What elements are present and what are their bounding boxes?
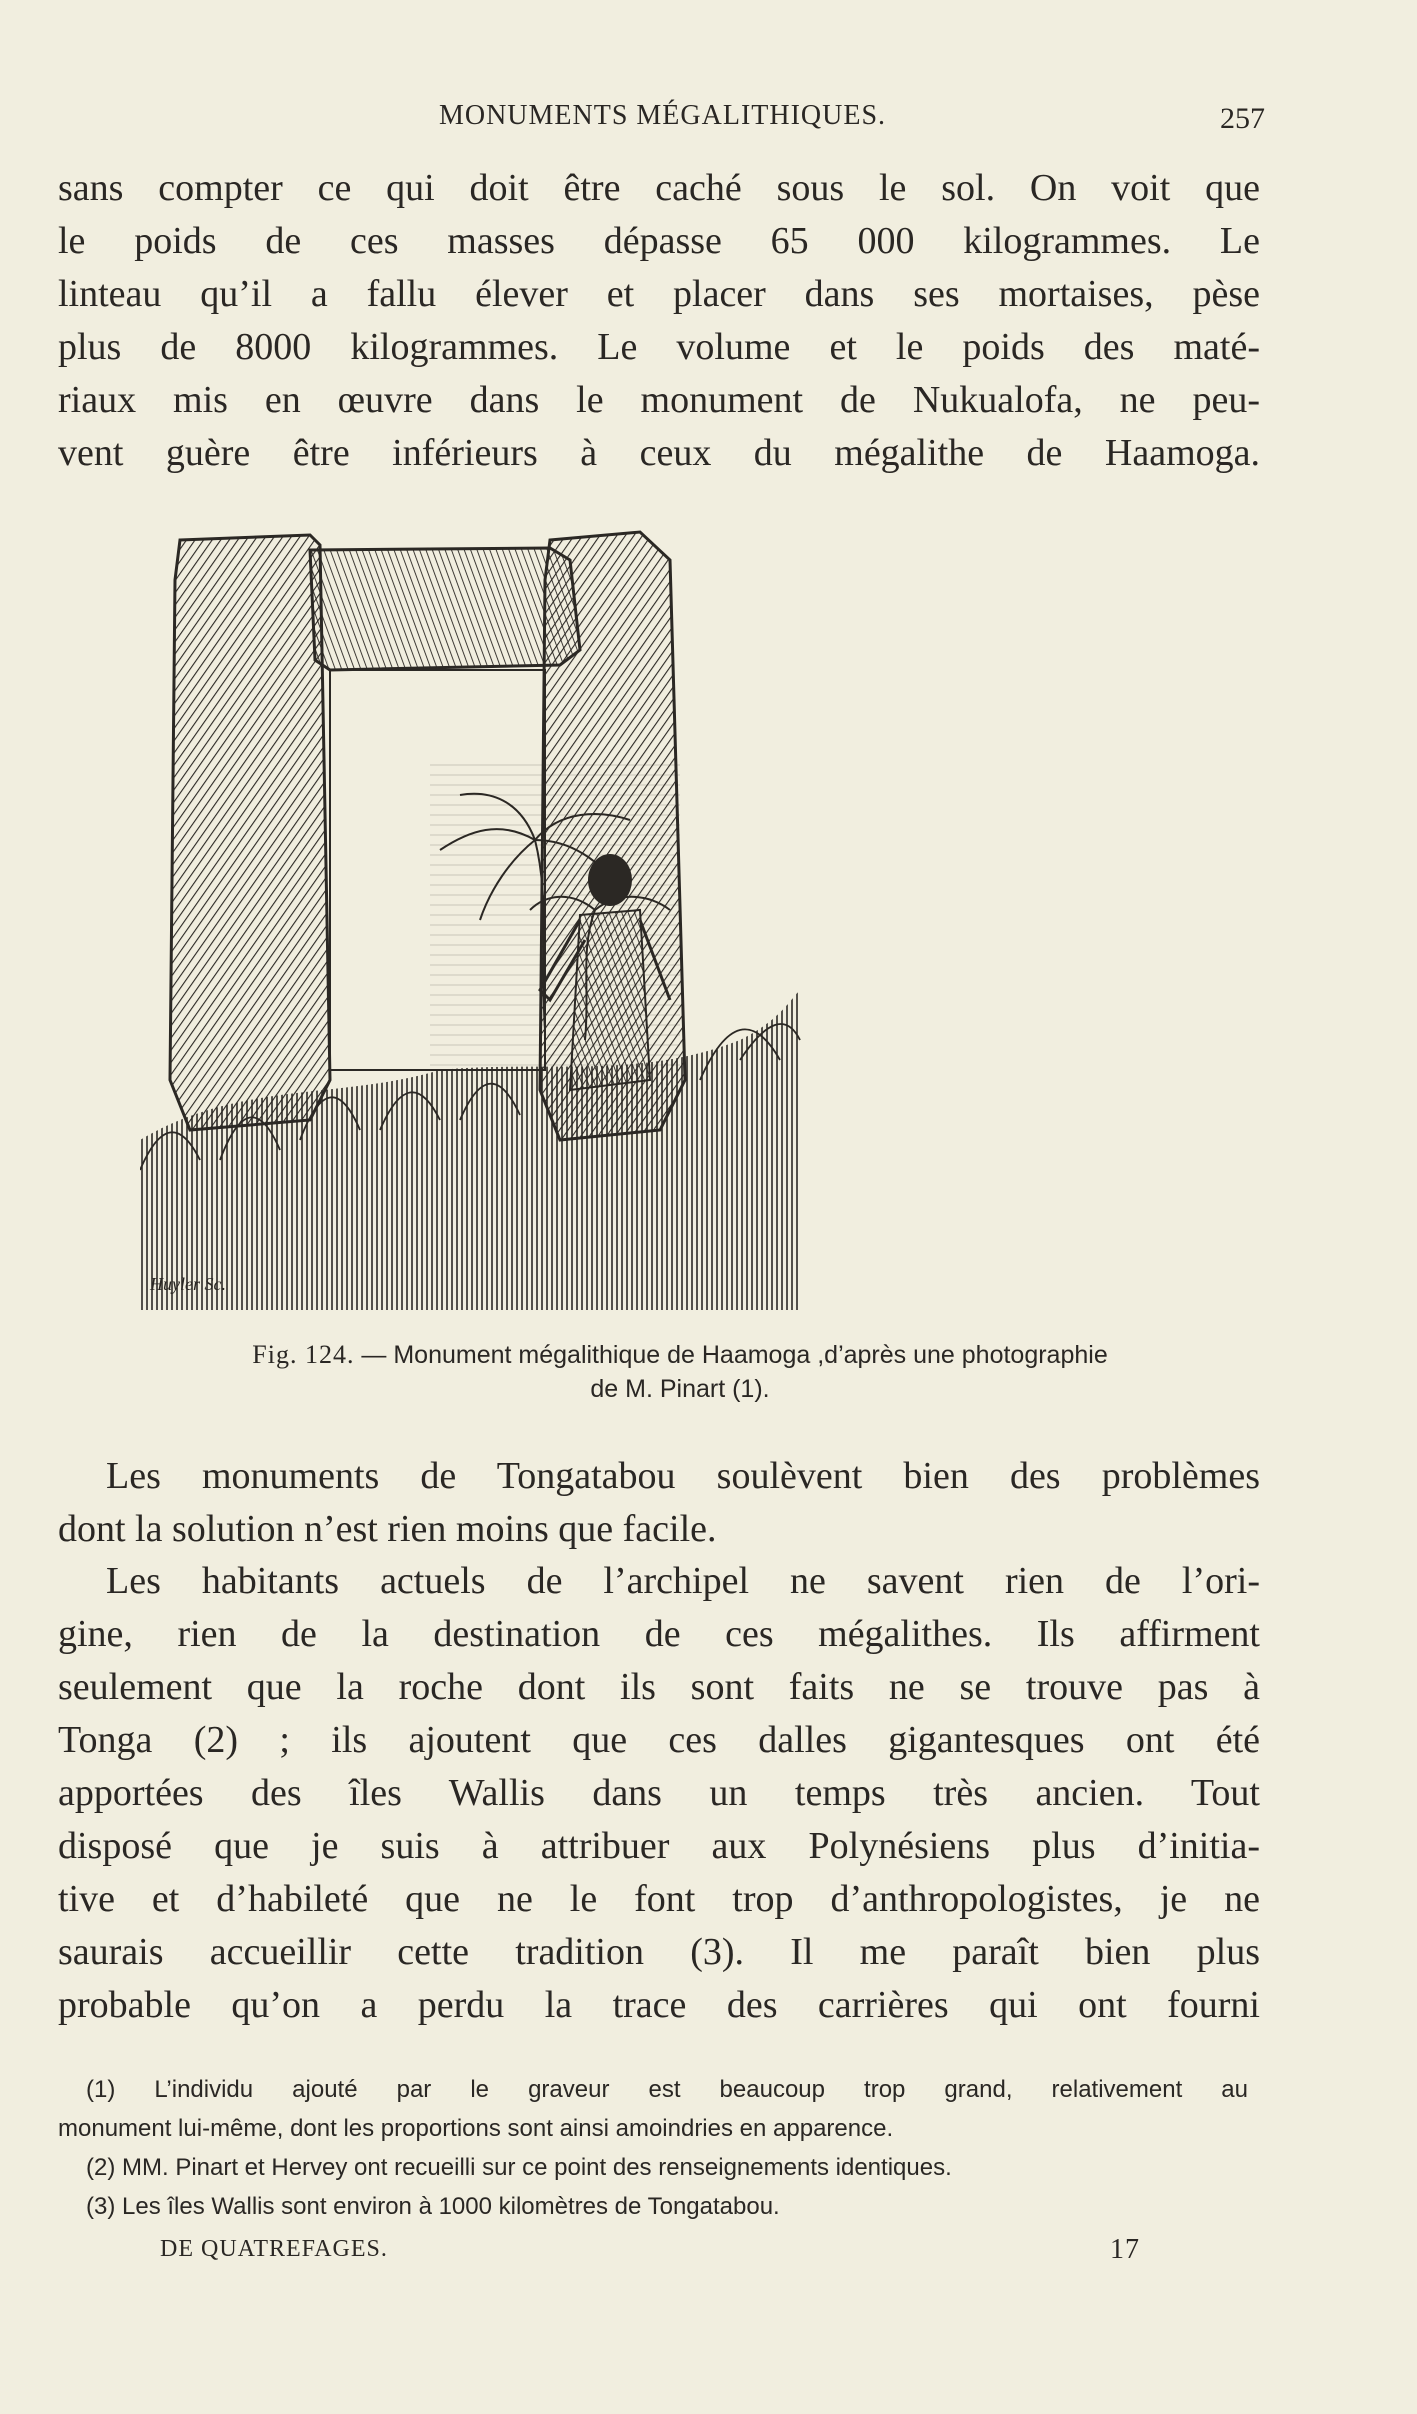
lintel-stone <box>310 548 580 670</box>
text-line: probable qu’on a perdu la trace des carrières qui ont fourni <box>58 1984 1260 2026</box>
text-line: apportées des îles Wallis dans un temps très ancien. Tout <box>58 1772 1260 1814</box>
paragraph-3 <box>58 1555 1260 2032</box>
running-title: MONUMENTS MÉGALITHIQUES. <box>438 100 887 131</box>
signature-author: DE QUATREFAGES. <box>160 2236 388 2262</box>
text-line: seulement que la roche dont ils sont faits ne se trouve pas à <box>58 1666 1260 1708</box>
text-line: saurais accueillir cette tradition (3). Il me paraît bien plus <box>58 1931 1260 1973</box>
engraver-signature: Huyler Sc. <box>150 1274 226 1294</box>
text-line: sans compter ce qui doit être caché sous le sol. On voit que <box>58 167 1260 209</box>
left-upright-stone <box>170 535 330 1130</box>
text-line: linteau qu’il a fallu élever et placer dans ses mortaises, pèse <box>58 273 1260 315</box>
page-number: 257 <box>1220 102 1265 135</box>
footnote-1-line-2: monument lui-même, dont les proportions sont ainsi amoindries en apparence. <box>58 2115 894 2142</box>
figure-caption <box>120 1338 1240 1406</box>
caption-text: — Monument mégalithique de Haamoga ,d’après une photographie <box>361 1341 1108 1369</box>
running-head <box>60 100 1265 140</box>
text-line: tive et d’habileté que ne le font trop d’anthropologistes, je ne <box>58 1878 1260 1920</box>
sheet-signature <box>160 2236 1140 2276</box>
text-line: Les monuments de Tongatabou soulèvent bien des problèmes <box>106 1455 1260 1497</box>
footnote-1-line-1: (1) L’individu ajouté par le graveur est beaucoup trop grand, relativement au <box>86 2076 1248 2103</box>
signature-sheet-number: 17 <box>1110 2234 1140 2265</box>
text-line: vent guère être inférieurs à ceux du mégalithe de Haamoga. <box>58 432 1260 474</box>
megalith-engraving-illustration <box>140 520 1180 1310</box>
text-line: Les habitants actuels de l’archipel ne savent rien de l’ori- <box>106 1560 1260 1602</box>
caption-text-line2: de M. Pinart (1). <box>590 1375 770 1403</box>
text-line: Tonga (2) ; ils ajoutent que ces dalles gigantesques ont été <box>58 1719 1260 1761</box>
paragraph-1 <box>58 162 1260 480</box>
text-line: disposé que je suis à attribuer aux Polynésiens plus d’initia- <box>58 1825 1260 1867</box>
engraving-figure <box>140 520 1180 1310</box>
figure-label: Fig. 124. <box>252 1340 355 1369</box>
text-line: gine, rien de la destination de ces mégalithes. Ils affirment <box>58 1613 1260 1655</box>
paragraph-2 <box>58 1450 1260 1556</box>
text-line: le poids de ces masses dépasse 65 000 kilogrammes. Le <box>58 220 1260 262</box>
footnotes <box>58 2070 1248 2226</box>
text-line: riaux mis en œuvre dans le monument de Nukualofa, ne peu- <box>58 379 1260 421</box>
footnote-3: (3) Les îles Wallis sont environ à 1000 kilomètres de Tongatabou. <box>86 2193 780 2220</box>
text-line: plus de 8000 kilogrammes. Le volume et le poids des maté- <box>58 326 1260 368</box>
text-line: dont la solution n’est rien moins que facile. <box>58 1508 717 1550</box>
footnote-2: (2) MM. Pinart et Hervey ont recueilli sur ce point des renseignements identiques. <box>86 2154 952 2181</box>
